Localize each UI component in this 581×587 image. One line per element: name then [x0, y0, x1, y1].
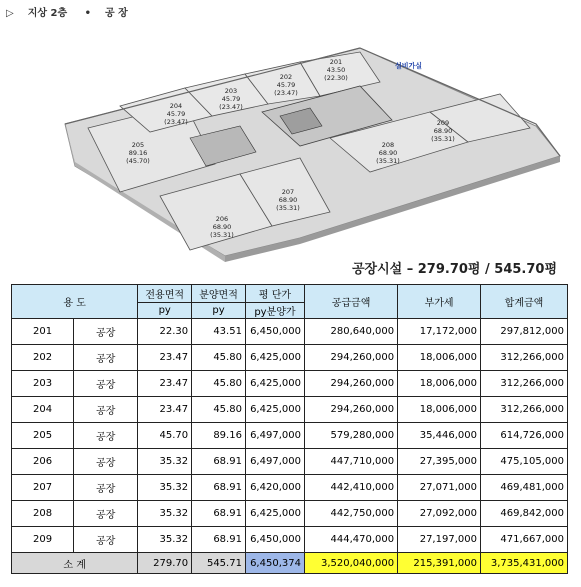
subtotal-excl: 279.70 [138, 553, 192, 574]
price-table [11, 284, 568, 574]
total-amount: 475,105,000 [480, 449, 567, 475]
unit-price: 6,450,000 [245, 319, 304, 345]
header-vat: 부가세 [398, 285, 481, 319]
table-row [12, 475, 568, 501]
vat-amount: 18,006,000 [398, 397, 481, 423]
area-excl: 35.32 [138, 475, 192, 501]
unit-no: 208 [12, 501, 74, 527]
plan-summary: 공장시설 – 279.70평 / 545.70평 [351, 262, 557, 277]
unit-use: 공장 [74, 501, 138, 527]
unit-label: 205 89.16 (45.70) [126, 141, 150, 165]
triangle-marker-icon: ▷ [6, 8, 14, 19]
table-row [12, 527, 568, 553]
vat-amount: 27,395,000 [398, 449, 481, 475]
unit-price: 6,425,000 [245, 397, 304, 423]
total-amount: 312,266,000 [480, 345, 567, 371]
supply-amount: 447,710,000 [304, 449, 397, 475]
vat-amount: 27,197,000 [398, 527, 481, 553]
unit-price: 6,497,000 [245, 449, 304, 475]
unit-label: 209 68.90 (35.31) [431, 119, 455, 143]
header-supply: 공급금액 [304, 285, 397, 319]
unit-label: 206 68.90 (35.31) [210, 215, 234, 239]
area-excl: 23.47 [138, 345, 192, 371]
vat-amount: 18,006,000 [398, 345, 481, 371]
table-row [12, 397, 568, 423]
unit-label: 207 68.90 (35.31) [276, 188, 300, 212]
unit-label: 204 45.79 (23.47) [164, 102, 188, 126]
area-sale: 68.91 [192, 527, 246, 553]
unit-price: 6,425,000 [245, 501, 304, 527]
header-py2: py [192, 303, 246, 319]
header-area-excl: 전용면적 [138, 285, 192, 303]
vat-amount: 27,092,000 [398, 501, 481, 527]
area-excl: 35.32 [138, 449, 192, 475]
area-excl: 23.47 [138, 371, 192, 397]
unit-no: 204 [12, 397, 74, 423]
supply-amount: 444,470,000 [304, 527, 397, 553]
supply-amount: 442,410,000 [304, 475, 397, 501]
floor-label: 지상 2층 [27, 8, 68, 19]
supply-amount: 294,260,000 [304, 371, 397, 397]
supply-amount: 294,260,000 [304, 345, 397, 371]
table-row [12, 371, 568, 397]
unit-use: 공장 [74, 397, 138, 423]
subtotal-sale: 545.71 [192, 553, 246, 574]
area-sale: 68.91 [192, 475, 246, 501]
unit-label: 201 43.50 (22.30) [324, 58, 348, 82]
use-label: 공 장 [105, 8, 128, 19]
unit-label: 208 68.90 (35.31) [376, 141, 400, 165]
total-amount: 469,842,000 [480, 501, 567, 527]
total-amount: 297,812,000 [480, 319, 567, 345]
area-sale: 45.80 [192, 371, 246, 397]
supply-amount: 442,750,000 [304, 501, 397, 527]
table-row [12, 345, 568, 371]
unit-no: 201 [12, 319, 74, 345]
unit-no: 203 [12, 371, 74, 397]
unit-use: 공장 [74, 319, 138, 345]
total-amount: 312,266,000 [480, 397, 567, 423]
unit-no: 209 [12, 527, 74, 553]
header-py-price: py분양가 [245, 303, 304, 319]
supply-amount: 579,280,000 [304, 423, 397, 449]
unit-use: 공장 [74, 527, 138, 553]
table-row [12, 423, 568, 449]
area-sale: 45.80 [192, 397, 246, 423]
area-sale: 43.51 [192, 319, 246, 345]
table-row [12, 319, 568, 345]
supply-amount: 294,260,000 [304, 397, 397, 423]
header-use: 용 도 [12, 285, 138, 319]
unit-price: 6,497,000 [245, 423, 304, 449]
header-unit-price: 평 단가 [245, 285, 304, 303]
unit-label: 202 45.79 (23.47) [274, 73, 298, 97]
unit-no: 202 [12, 345, 74, 371]
subtotal-label: 소 계 [12, 553, 138, 574]
total-amount: 614,726,000 [480, 423, 567, 449]
bullet-icon: • [84, 8, 92, 19]
unit-use: 공장 [74, 423, 138, 449]
area-sale: 89.16 [192, 423, 246, 449]
table-row [12, 449, 568, 475]
total-amount: 469,481,000 [480, 475, 567, 501]
unit-price: 6,425,000 [245, 371, 304, 397]
vat-amount: 18,006,000 [398, 371, 481, 397]
subtotal-vat: 215,391,000 [398, 553, 481, 574]
unit-price: 6,425,000 [245, 345, 304, 371]
area-excl: 45.70 [138, 423, 192, 449]
subtotal-price: 6,450,374 [245, 553, 304, 574]
header-py1: py [138, 303, 192, 319]
unit-price: 6,420,000 [245, 475, 304, 501]
unit-price: 6,450,000 [245, 527, 304, 553]
unit-use: 공장 [74, 371, 138, 397]
area-sale: 68.91 [192, 449, 246, 475]
area-sale: 68.91 [192, 501, 246, 527]
total-amount: 471,667,000 [480, 527, 567, 553]
vat-amount: 17,172,000 [398, 319, 481, 345]
subtotal-total: 3,735,431,000 [480, 553, 567, 574]
area-excl: 35.32 [138, 527, 192, 553]
unit-label: 203 45.79 (23.47) [219, 87, 243, 111]
header-area-sale: 분양면적 [192, 285, 246, 303]
subtotal-row [12, 553, 568, 574]
area-excl: 22.30 [138, 319, 192, 345]
unit-no: 207 [12, 475, 74, 501]
supply-amount: 280,640,000 [304, 319, 397, 345]
unit-use: 공장 [74, 475, 138, 501]
vat-amount: 27,071,000 [398, 475, 481, 501]
unit-use: 공장 [74, 345, 138, 371]
unit-no: 206 [12, 449, 74, 475]
unit-no: 205 [12, 423, 74, 449]
table-row [12, 501, 568, 527]
total-amount: 312,266,000 [480, 371, 567, 397]
unit-use: 공장 [74, 449, 138, 475]
vat-amount: 35,446,000 [398, 423, 481, 449]
floor-plan [0, 16, 581, 274]
area-excl: 35.32 [138, 501, 192, 527]
header-total: 합계금액 [480, 285, 567, 319]
annex-label: 설비가실 [395, 62, 423, 70]
area-excl: 23.47 [138, 397, 192, 423]
subtotal-supply: 3,520,040,000 [304, 553, 397, 574]
area-sale: 45.80 [192, 345, 246, 371]
